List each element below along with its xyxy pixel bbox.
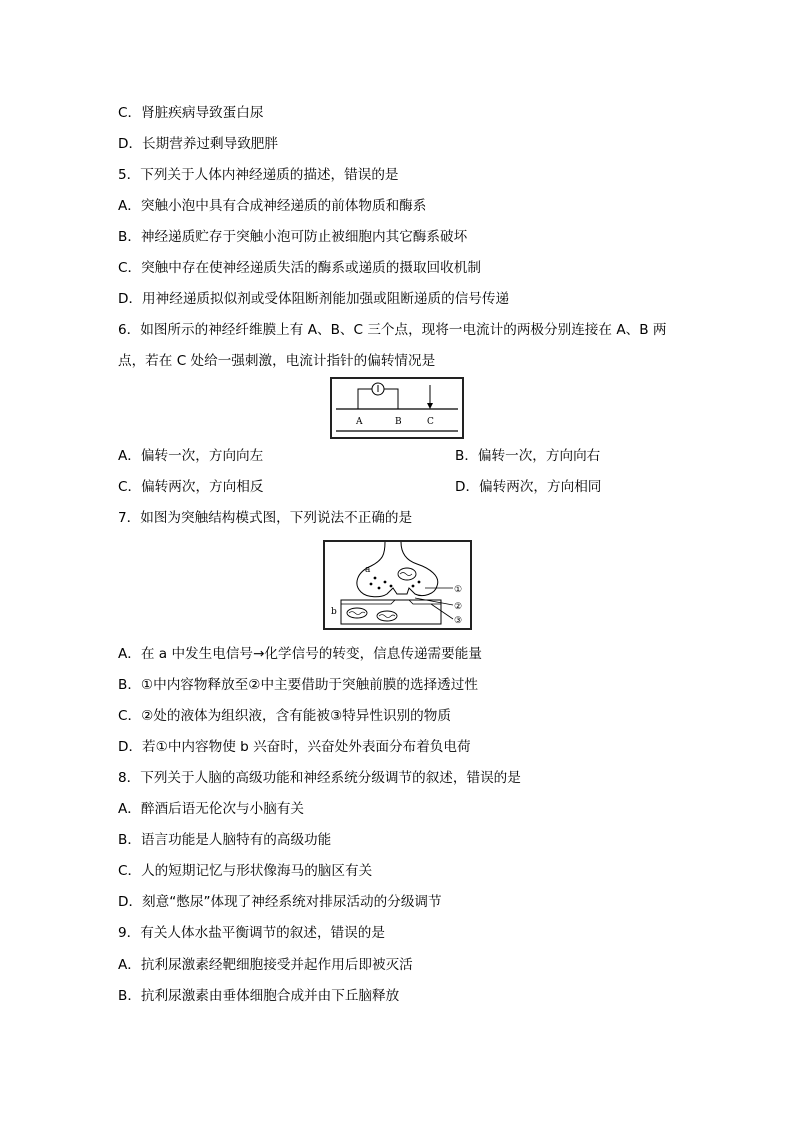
synapse-figure (323, 540, 472, 630)
option-8d: D．刻意“憋尿”体现了神经系统对排尿活动的分级调节 (118, 894, 442, 910)
option-7c: C．②处的液体为组织液，含有能被③特异性识别的物质 (118, 708, 451, 724)
option-7d: D．若①中内容物使 b 兴奋时，兴奋处外表面分布着负电荷 (118, 739, 471, 755)
point-c-label: C (427, 417, 434, 427)
question-9-stem: 9．有关人体水盐平衡调节的叙述，错误的是 (118, 925, 385, 941)
label-b: b (331, 607, 337, 617)
option-7a: A．在 a 中发生电信号→化学信号的转变，信息传递需要能量 (118, 646, 482, 662)
point-a-label: A (356, 417, 363, 427)
label-2: ② (454, 602, 463, 612)
option-4c: C．肾脏疾病导致蛋白尿 (118, 105, 264, 121)
option-4d: D．长期营养过剩导致肥胖 (118, 136, 278, 152)
option-8c: C．人的短期记忆与形状像海马的脑区有关 (118, 863, 373, 879)
label-3: ③ (454, 616, 463, 626)
option-5a: A．突触小泡中具有合成神经递质的前体物质和酶系 (118, 198, 427, 214)
nerve-fiber-diagram (332, 379, 462, 437)
label-1: ① (454, 585, 463, 595)
option-8a: A．醉酒后语无伦次与小脑有关 (118, 801, 305, 817)
electrode-wire-right (384, 389, 398, 409)
point-b-label: B (395, 417, 402, 427)
question-7-stem: 7．如图为突触结构模式图，下列说法不正确的是 (118, 510, 413, 526)
option-5d: D．用神经递质拟似剂或受体阻断剂能加强或阻断递质的信号传递 (118, 291, 510, 307)
stimulus-arrow-head (427, 403, 433, 409)
option-8b: B．语言功能是人脑特有的高级功能 (118, 832, 332, 848)
option-6a: A．偏转一次，方向向左 (118, 448, 264, 464)
option-5c: C．突触中存在使神经递质失活的酶系或递质的摄取回收机制 (118, 260, 481, 276)
option-5b: B．神经递质贮存于突触小泡可防止被细胞内其它酶系破坏 (118, 229, 468, 245)
electrode-wire-left (358, 389, 372, 409)
option-6c: C．偏转两次，方向相反 (118, 479, 264, 495)
nerve-fiber-figure (330, 377, 464, 439)
question-8-stem: 8．下列关于人脑的高级功能和神经系统分级调节的叙述，错误的是 (118, 770, 521, 786)
option-9b: B．抗利尿激素由垂体细胞合成并由下丘脑释放 (118, 988, 400, 1004)
label-a: a (365, 565, 371, 575)
option-6d: D．偏转两次，方向相同 (455, 479, 602, 495)
question-6-stem-cont: 点，若在 C 处给一强刺激，电流计指针的偏转情况是 (118, 353, 436, 369)
question-5-stem: 5．下列关于人体内神经递质的描述，错误的是 (118, 167, 399, 183)
question-6-stem: 6．如图所示的神经纤维膜上有 A、B、C 三个点，现将一电流计的两极分别连接在 A、B 两 (118, 322, 667, 338)
option-7b: B．①中内容物释放至②中主要借助于突触前膜的选择透过性 (118, 677, 478, 693)
option-6b: B．偏转一次，方向向右 (455, 448, 601, 464)
option-9a: A．抗利尿激素经靶细胞接受并起作用后即被灭活 (118, 957, 413, 973)
synapse-diagram (325, 542, 470, 628)
